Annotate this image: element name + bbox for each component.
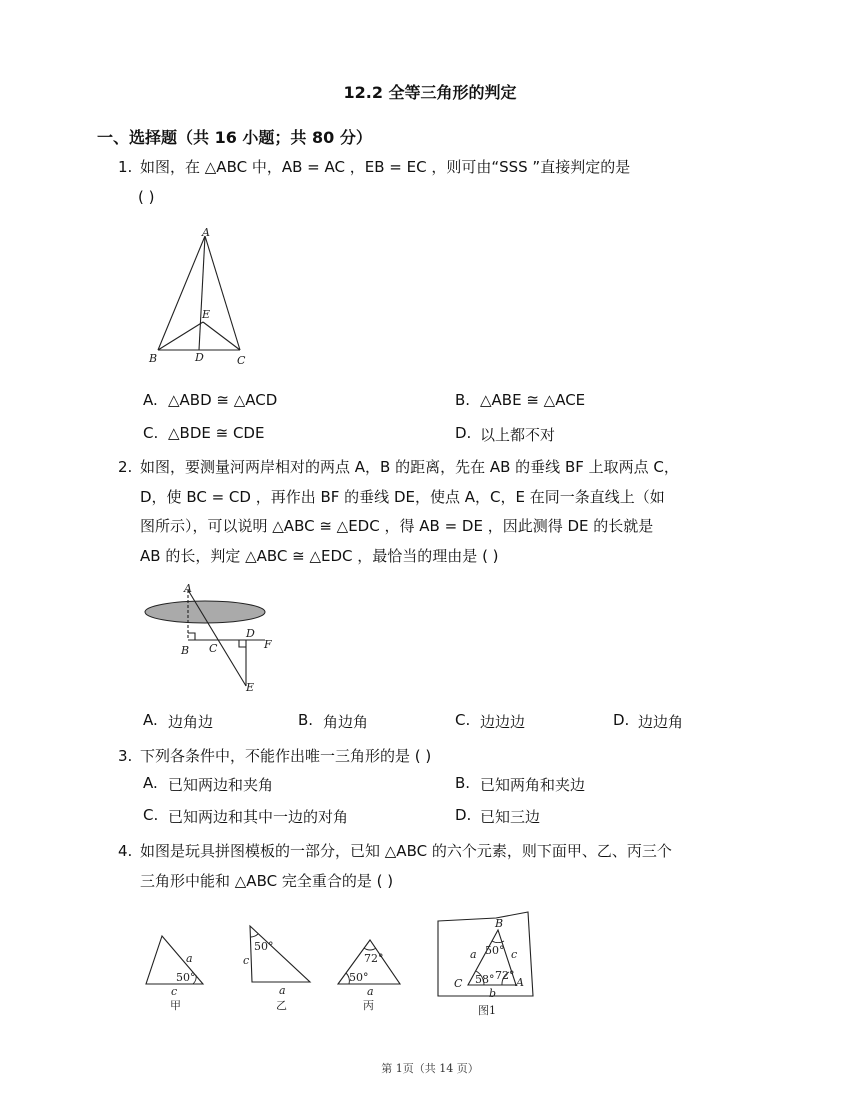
tu1-angle-c: 58°: [475, 973, 495, 986]
yi-label-c: c: [243, 954, 250, 967]
tu1-angle-a: 72°: [495, 969, 515, 982]
q2-text-line2: D，使 BC = CD ，再作出 BF 的垂线 DE，使点 A，C，E 在同一条直线上（如: [140, 488, 665, 506]
tu1-label-c: c: [511, 948, 518, 961]
q2-label-a: A: [184, 582, 192, 595]
tu1-label-cap-c: C: [454, 977, 463, 990]
tu1-label-cap-a: A: [516, 976, 524, 989]
q3-option-d-text: 已知三边: [480, 808, 541, 826]
q4-text-line1: 如图是玩具拼图模板的一部分，已知 △ABC 的六个元素，则下面甲、乙、丙三个: [140, 842, 672, 860]
q2-option-c-text: 边边边: [480, 713, 526, 731]
q2-option-b-letter[interactable]: B.: [298, 711, 314, 729]
yi-label-a: a: [279, 984, 286, 997]
q3-option-a-letter[interactable]: A.: [143, 774, 158, 792]
bing-name: 丙: [363, 999, 374, 1012]
q3-option-a-text: 已知两边和夹角: [168, 776, 274, 794]
tu1-label-a: a: [470, 948, 477, 961]
q2-figure: [140, 580, 290, 700]
figure-bing: [332, 930, 412, 1015]
q1-option-c-letter[interactable]: C.: [143, 424, 159, 442]
q2-label-e: E: [246, 681, 255, 694]
q3-option-c-letter[interactable]: C.: [143, 806, 159, 824]
jia-name: 甲: [170, 999, 181, 1012]
q1-option-b-text: △ABE ≅ △ACE: [480, 391, 586, 409]
jia-label-c: c: [171, 985, 178, 998]
page-footer: 第 1页（共 14 页）: [381, 1062, 479, 1075]
bing-angle-72: 72°: [364, 952, 384, 965]
bing-angle-50: 50°: [349, 971, 369, 984]
q4-text-line2: 三角形中能和 △ABC 完全重合的是 ( ): [140, 872, 394, 890]
jia-angle: 50°: [176, 971, 196, 984]
q1-text-line1: 如图，在 △ABC 中，AB = AC ，EB = EC ，则可由“SSS ”直接判定的是: [140, 158, 631, 176]
tu1-angle-b: 50°: [485, 944, 505, 957]
q2-label-f: F: [264, 638, 272, 651]
q2-text-line3: 图所示），可以说明 △ABC ≅ △EDC ，得 AB = DE ，因此测得 DE 的长就是: [140, 517, 654, 535]
q1-figure: [140, 222, 260, 372]
q1-label-a: A: [202, 226, 210, 239]
q1-option-b-letter[interactable]: B.: [455, 391, 471, 409]
q2-label-b: B: [181, 644, 190, 657]
q1-number: 1.: [118, 158, 133, 176]
tu1-label-b: B: [495, 917, 504, 930]
q1-option-a-text: △ABD ≅ △ACD: [168, 391, 278, 409]
q3-option-b-text: 已知两角和夹边: [480, 776, 586, 794]
q3-number: 3.: [118, 747, 133, 765]
q4-number: 4.: [118, 842, 133, 860]
bing-label-a: a: [367, 985, 374, 998]
q2-number: 2.: [118, 458, 133, 476]
jia-label-a: a: [186, 952, 193, 965]
q3-text: 下列各条件中，不能作出唯一三角形的是 ( ): [140, 747, 432, 765]
q2-label-d: D: [246, 627, 255, 640]
q2-label-c: C: [209, 642, 218, 655]
figure-tu1: [432, 908, 542, 1020]
q2-option-d-text: 边边角: [638, 713, 684, 731]
q1-label-d: D: [195, 351, 204, 364]
tu1-label-b-side: b: [489, 987, 497, 1000]
q3-option-b-letter[interactable]: B.: [455, 774, 471, 792]
river-shape: [145, 601, 265, 623]
figure-jia: [140, 930, 215, 1015]
yi-name: 乙: [276, 999, 287, 1012]
q1-option-d-letter[interactable]: D.: [455, 424, 472, 442]
q1-text-line2: ( ): [138, 188, 155, 206]
q3-option-c-text: 已知两边和其中一边的对角: [168, 808, 349, 826]
q1-option-d-text: 以上都不对: [480, 426, 556, 444]
q1-label-e: E: [202, 308, 211, 321]
q2-option-b-text: 角边角: [323, 713, 369, 731]
q1-option-a-letter[interactable]: A.: [143, 391, 158, 409]
q1-option-c-text: △BDE ≅ CDE: [168, 424, 265, 442]
section-heading: 一、选择题（共 16 小题；共 80 分）: [97, 128, 372, 147]
q2-text-line1: 如图，要测量河两岸相对的两点 A，B 的距离，先在 AB 的垂线 BF 上取两点 C，: [140, 458, 679, 476]
tu1-name: 图1: [478, 1004, 496, 1017]
q1-label-b: B: [149, 352, 158, 365]
q2-option-a-letter[interactable]: A.: [143, 711, 158, 729]
q2-text-line4: AB 的长，判定 △ABC ≅ △EDC ，最恰当的理由是 ( ): [140, 547, 499, 565]
q1-label-c: C: [237, 354, 246, 367]
yi-angle: 50°: [254, 940, 274, 953]
q2-option-a-text: 边角边: [168, 713, 214, 731]
q2-option-d-letter[interactable]: D.: [613, 711, 630, 729]
page-title: 12.2 全等三角形的判定: [343, 83, 517, 102]
q3-option-d-letter[interactable]: D.: [455, 806, 472, 824]
figure-yi: [240, 920, 320, 1015]
q2-option-c-letter[interactable]: C.: [455, 711, 471, 729]
